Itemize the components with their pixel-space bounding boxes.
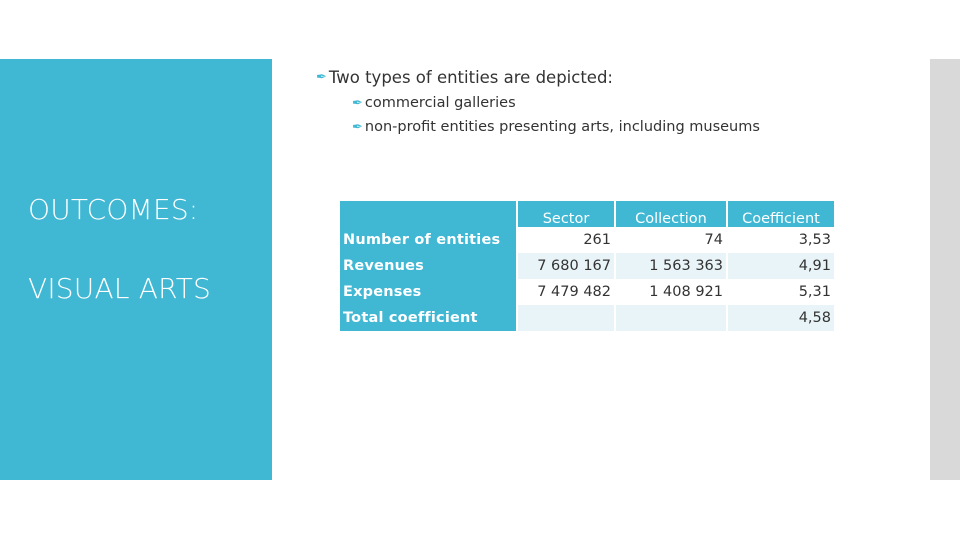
table-header-coefficient: Coefficient [728,201,834,227]
bullet-sub-galleries [352,95,516,111]
quill-bullet-icon: ✒ [352,119,363,135]
cell-sector: 261 [518,227,614,253]
cell-coefficient: 5,31 [728,279,834,305]
row-label: Number of entities [340,227,516,253]
table-header-sector: Sector [518,201,614,227]
quill-bullet-icon: ✒ [352,95,363,111]
bullet-sub-text: non-profit entities presenting arts, including museums [364,119,760,135]
cell-sector [518,305,614,331]
cell-coefficient: 4,91 [728,253,834,279]
table-header-corner [340,201,516,227]
slide-title-outcomes: OUTCOMES: [28,193,199,226]
right-decorative-bar [930,59,960,480]
cell-collection: 1 408 921 [616,279,726,305]
slide-title-visual-arts: VISUAL ARTS [28,272,211,305]
table-row [340,253,834,279]
bullet-sub-text: commercial galleries [364,95,516,111]
table-row [340,305,834,331]
table-header-collection: Collection [616,201,726,227]
cell-coefficient: 3,53 [728,227,834,253]
row-label: Expenses [340,279,516,305]
table-header-row [340,201,834,227]
row-label: Total coefficient [340,305,516,331]
cell-collection: 74 [616,227,726,253]
cell-coefficient: 4,58 [728,305,834,331]
table-row [340,279,834,305]
cell-collection: 1 563 363 [616,253,726,279]
bullet-sub-nonprofit [352,119,760,135]
cell-sector: 7 680 167 [518,253,614,279]
bullet-main [316,68,613,87]
row-label: Revenues [340,253,516,279]
cell-collection [616,305,726,331]
cell-sector: 7 479 482 [518,279,614,305]
quill-bullet-icon: ✒ [316,70,327,85]
title-panel [0,59,272,480]
table-row [340,227,834,253]
data-table [338,201,836,331]
bullet-main-text: Two types of entities are depicted: [328,68,613,87]
